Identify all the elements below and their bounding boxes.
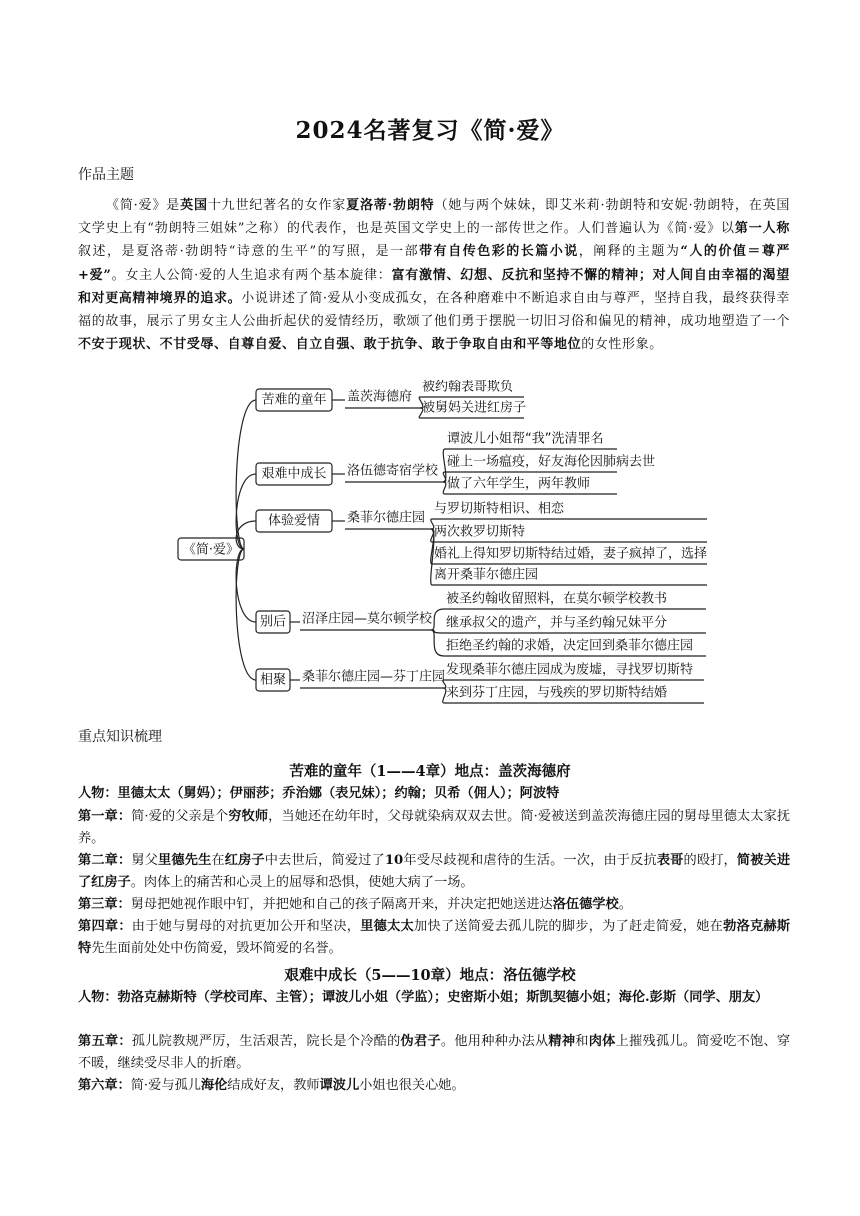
mindmap: [0, 380, 860, 710]
intro-text: （她与两个妹妹，即艾米莉·勃朗特和安妮·勃朗特，在英国文学史上有“勃朗特三姐妹”之称）的代表作，也是英国文学史上的一部传世之作。人们普遍认为《简·爱》以: [78, 198, 791, 237]
mindmap-event-label: 谭波儿小姐帮“我”洗清罪名: [447, 431, 604, 447]
intro-text: 不安于现状、不甘受辱、自尊自爱、自立自强、敢于抗争、敢于争取自由和平等地位: [78, 337, 582, 353]
part1-people: 人物：里德太太（舅妈）；伊丽莎；乔治娜（表兄妹）；约翰；贝希（佣人）；阿波特: [78, 786, 560, 801]
chapter-text: 勃洛克赫斯特: [78, 919, 791, 956]
chapter-text: 简·爱与孤儿: [130, 1078, 201, 1093]
chapter-text: 舅母把她视作眼中钉，并把她和自己的孩子隔离开来，并决定把她送进达: [130, 897, 553, 912]
chapter-summary: [78, 916, 790, 960]
chapter-text: 简被关进了红房子: [78, 853, 791, 890]
mindmap-event-label: 被约翰表哥欺负: [422, 380, 514, 395]
chapter-text: 穷牧师: [228, 809, 269, 824]
part2-chapters: [78, 1031, 790, 1097]
chapter-text: 年受尽歧视和虐待的生活。一次，由于反抗: [403, 853, 657, 868]
chapter-text: 第一章：: [78, 809, 132, 824]
chapter-summary: [78, 850, 790, 894]
mindmap-place-label: 桑菲尔德庄园: [347, 510, 426, 526]
mindmap-event-label: 拒绝圣约翰的求婚，决定回到桑菲尔德庄园: [446, 638, 694, 654]
chapter-text: 。: [618, 897, 632, 912]
intro-text: 英国: [180, 198, 208, 213]
chapter-text: 上摧残孤儿。简爱吃不饱、穿不暖，继续受尽非人的折磨。: [78, 1034, 791, 1071]
mindmap-event-label: 离开桑菲尔德庄园: [434, 567, 539, 583]
mindmap-root-label: 《简·爱》: [182, 542, 240, 558]
chapter-text: 肉体: [588, 1034, 616, 1049]
chapter-text: 的殴打，: [683, 853, 737, 868]
intro-text: 夏洛蒂·勃朗特: [346, 198, 435, 213]
chapter-text: 中去世后，简爱过了: [264, 853, 385, 868]
intro-text: 的女性形象。: [581, 337, 663, 353]
chapter-text: 第三章：: [78, 897, 131, 912]
chapter-text: 洛伍德学校: [552, 897, 619, 912]
intro-text: 富有激情、幻想、反抗和坚持不懈的精神；对人间自由幸福的渴望和对更高精神境界的追求。: [78, 267, 791, 306]
chapter-text: 由于她与舅母的对抗更加公开和坚决，: [131, 919, 361, 934]
mindmap-event-label: 被舅妈关进红房子: [422, 400, 527, 416]
mindmap-event-label: 来到芬丁庄园，与残疾的罗切斯特结婚: [446, 685, 668, 701]
part1-chapters: [78, 806, 790, 960]
mindmap-event-label: 做了六年学生，两年教师: [447, 476, 591, 492]
chapter-text: 表哥: [656, 853, 684, 868]
chapter-text: 小姐也很关心她。: [359, 1078, 465, 1093]
chapter-summary: [78, 1075, 790, 1097]
mindmap-event-label: 两次救罗切斯特: [434, 524, 526, 540]
part2-heading: 艰难中成长（5——10章）地点：洛伍德学校: [284, 967, 576, 984]
mindmap-connector: [431, 630, 444, 656]
part1-heading: 苦难的童年（1——4章）地点：盖茨海德府: [289, 763, 571, 780]
chapter-text: 加快了送简爱去孤儿院的脚步，为了赶走简爱，她在: [414, 919, 724, 934]
intro-text: 十九世纪著名的女作家: [207, 198, 347, 213]
mindmap-connector: [443, 482, 446, 494]
intro-text: 小说讲述了简·爱从小变成孤女，在各种磨难中不断追求自由与尊严，坚持自我，最终获得幸福的故事，展示了男女主人公曲折起伏的爱情经历，歌颂了他们勇于摆脱一切旧习俗和偏见的精神，成功地塑造了一个: [78, 290, 790, 330]
mindmap-event-label: 碰上一场瘟疫，好友海伦因肺病去世: [447, 454, 656, 470]
mindmap-connector: [431, 609, 444, 630]
mindmap-connector: [236, 549, 256, 680]
intro-text: ，阐释的主题为: [578, 244, 681, 260]
mindmap-place-label: 洛伍德寄宿学校: [347, 463, 439, 479]
chapter-text: 简·爱的父亲是个: [131, 809, 229, 824]
chapter-text: 里德先生: [158, 853, 212, 868]
mindmap-event-label: 继承叔父的遗产，并与圣约翰兄妹平分: [446, 615, 668, 631]
chapter-text: 精神: [548, 1034, 576, 1049]
chapter-text: 海伦: [200, 1078, 228, 1093]
chapter-text: 里德太太: [360, 919, 414, 934]
part2-people: 人物：勃洛克赫斯特（学校司库、主管）；谭波儿小姐（学监）；史密斯小姐；斯凯契德小姐；海伦.彭斯（同学、朋友）: [78, 990, 769, 1005]
mindmap-event-label: 被圣约翰收留照料，在莫尔顿学校教书: [446, 591, 668, 607]
intro-text: 带有自传色彩的长篇小说: [419, 244, 579, 260]
mindmap-event-label: 婚礼上得知罗切斯特结过婚，妻子疯掉了，选择: [434, 546, 708, 562]
chapter-text: 10: [384, 853, 404, 868]
chapter-text: 在: [211, 853, 225, 868]
chapter-text: 红房子: [224, 853, 265, 868]
chapter-text: 第四章：: [78, 919, 132, 934]
chapter-text: 结成好友，教师: [227, 1078, 320, 1093]
chapter-text: 和: [575, 1034, 589, 1049]
chapter-text: 伪君子: [400, 1034, 441, 1049]
mindmap-branch-label: 别后: [259, 614, 287, 630]
page-title: 2024名著复习《简·爱》: [295, 117, 565, 144]
mindmap-branch-label: 苦难的童年: [261, 392, 327, 408]
intro-text: 《简·爱》是: [106, 198, 181, 213]
chapter-text: 第五章：: [78, 1034, 132, 1049]
chapter-text: 。他用种种办法从: [440, 1034, 549, 1049]
mindmap-branch-label: 艰难中成长: [261, 466, 327, 482]
intro-text: 第一人称: [734, 221, 790, 237]
chapter-text: ，当她还在幼年时，父母就染病双双去世。简·爱被送到盖茨海德庄园的舅母里德太太家抚养。: [78, 809, 791, 846]
chapter-text: 先生面前处处中伤简爱，毁坏简爱的名誉。: [91, 941, 342, 956]
chapter-text: 。肉体上的痛苦和心灵上的屈辱和恐惧，使她大病了一场。: [130, 875, 474, 890]
chapter-text: 谭波儿: [319, 1078, 360, 1093]
chapter-text: 舅父: [131, 853, 159, 868]
section-heading-key-points: 重点知识梳理: [78, 729, 162, 745]
chapter-text: 第二章：: [78, 853, 132, 868]
mindmap-place-label: 沼泽庄园—莫尔顿学校: [302, 611, 433, 627]
mindmap-event-label: 发现桑菲尔德庄园成为废墟，寻找罗切斯特: [446, 662, 694, 678]
chapter-text: 孤儿院教规严厉，生活艰苦，院长是个冷酷的: [131, 1034, 401, 1049]
chapter-summary: [78, 1031, 790, 1075]
intro-paragraph: [78, 194, 790, 356]
section-heading-theme: 作品主题: [78, 167, 134, 183]
intro-text: “人的价值＝尊严+爱”: [78, 244, 791, 283]
mindmap-branch-label: 体验爱情: [267, 513, 321, 529]
intro-text: 叙述，是夏洛蒂·勃朗特“诗意的生平”的写照，是一部: [78, 244, 420, 260]
mindmap-branch-label: 相聚: [259, 672, 287, 688]
mindmap-place-label: 盖茨海德府: [347, 389, 413, 405]
intro-text: 。女主人公简·爱的人生追求有两个基本旋律：: [111, 267, 392, 283]
chapter-summary: [78, 806, 790, 850]
mindmap-place-label: 桑菲尔德庄园—芬丁庄园: [302, 669, 446, 685]
chapter-summary: [78, 894, 790, 916]
chapter-text: 第六章：: [78, 1078, 131, 1093]
mindmap-event-label: 与罗切斯特相识、相恋: [434, 501, 565, 517]
